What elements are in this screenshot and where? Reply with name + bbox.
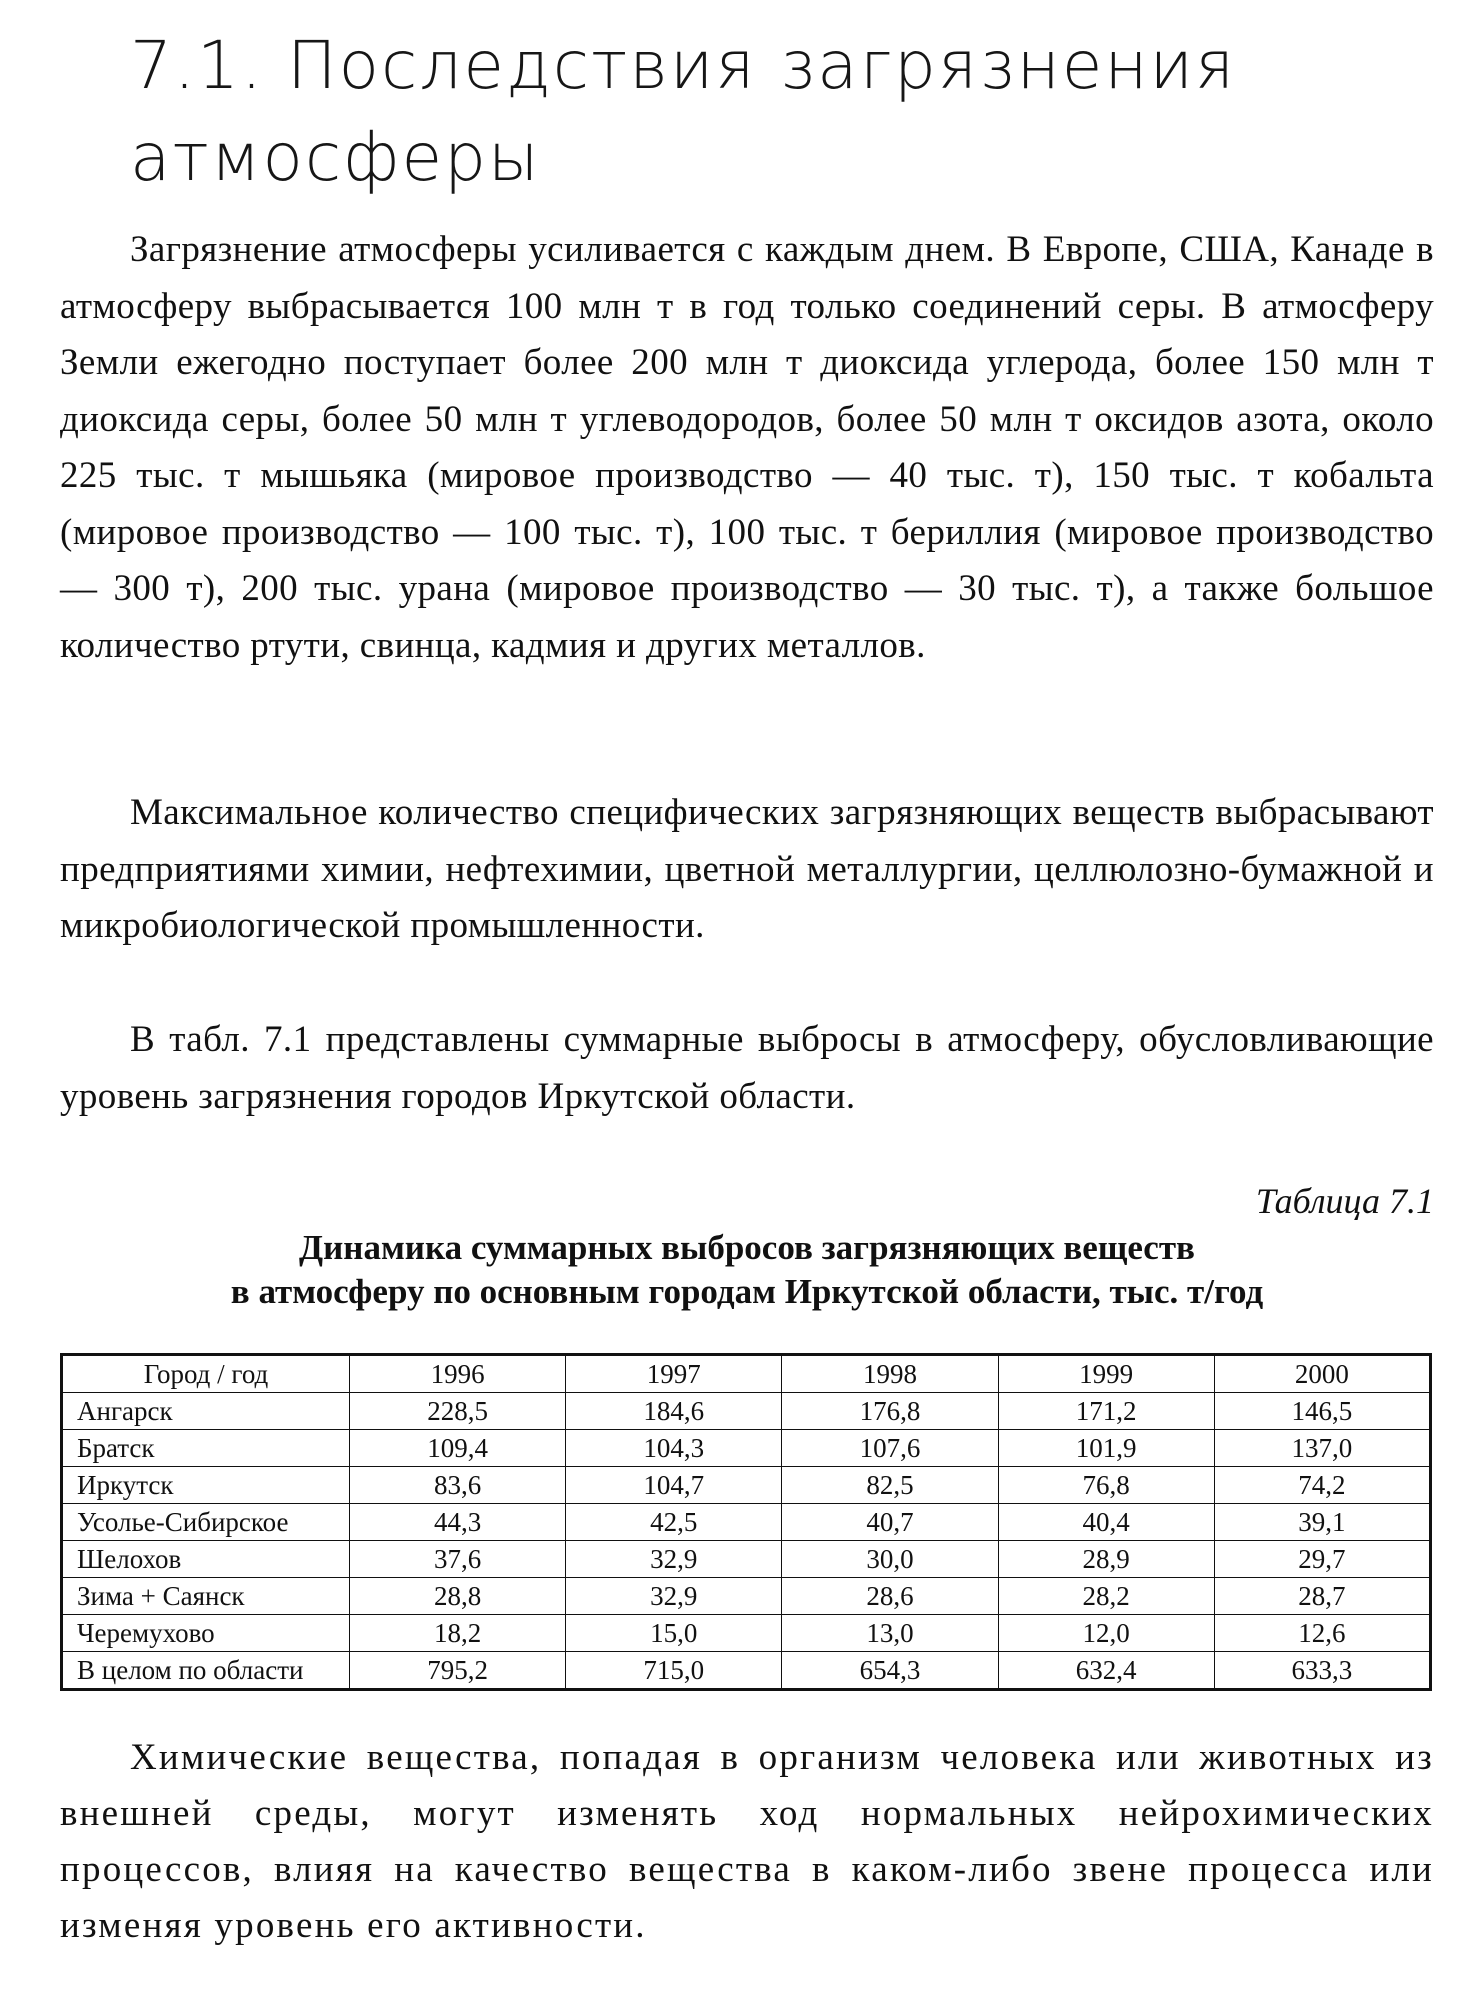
table-body bbox=[62, 1393, 1431, 1690]
city-cell: Черемухово bbox=[62, 1615, 350, 1652]
table-caption-line-2: в атмосферу по основным городам Иркутской области, тыс. т/год bbox=[230, 1272, 1264, 1311]
table-row bbox=[62, 1652, 1431, 1690]
table-row bbox=[62, 1393, 1431, 1430]
value-cell: 654,3 bbox=[782, 1652, 998, 1690]
table-row bbox=[62, 1504, 1431, 1541]
header-cell: 2000 bbox=[1214, 1355, 1430, 1393]
value-cell: 74,2 bbox=[1214, 1467, 1430, 1504]
value-cell: 12,6 bbox=[1214, 1615, 1430, 1652]
value-cell: 109,4 bbox=[350, 1430, 566, 1467]
value-cell: 28,7 bbox=[1214, 1578, 1430, 1615]
value-cell: 632,4 bbox=[998, 1652, 1214, 1690]
city-cell: В целом по области bbox=[62, 1652, 350, 1690]
paragraph-industries bbox=[60, 785, 1434, 955]
value-cell: 184,6 bbox=[566, 1393, 782, 1430]
paragraph-text: В табл. 7.1 представлены суммарные выбросы в атмосферу, обусловливающие уровень загрязнения городов Иркутской области. bbox=[60, 1019, 1434, 1117]
value-cell: 171,2 bbox=[998, 1393, 1214, 1430]
value-cell: 37,6 bbox=[350, 1541, 566, 1578]
value-cell: 40,7 bbox=[782, 1504, 998, 1541]
paragraph-text: Максимальное количество специфических загрязняющих веществ выбрасывают предприятиями химии, нефтехимии, цветной металлургии, целлюлозно-бумажной и микробиологической промышленности. bbox=[60, 792, 1434, 946]
city-cell: Иркутск bbox=[62, 1467, 350, 1504]
table-row bbox=[62, 1467, 1431, 1504]
table-label: Таблица 7.1 bbox=[1255, 1181, 1434, 1221]
value-cell: 82,5 bbox=[782, 1467, 998, 1504]
value-cell: 28,2 bbox=[998, 1578, 1214, 1615]
city-cell: Усолье-Сибирское bbox=[62, 1504, 350, 1541]
value-cell: 107,6 bbox=[782, 1430, 998, 1467]
paragraph-intro bbox=[60, 222, 1434, 674]
value-cell: 104,3 bbox=[566, 1430, 782, 1467]
city-cell: Зима + Саянск bbox=[62, 1578, 350, 1615]
value-cell: 146,5 bbox=[1214, 1393, 1430, 1430]
section-title-part-1: Последствия загрязнения bbox=[286, 27, 1237, 104]
value-cell: 32,9 bbox=[566, 1578, 782, 1615]
emissions-table bbox=[60, 1353, 1432, 1691]
header-cell: 1997 bbox=[566, 1355, 782, 1393]
value-cell: 28,9 bbox=[998, 1541, 1214, 1578]
header-cell: 1996 bbox=[350, 1355, 566, 1393]
city-cell: Шелохов bbox=[62, 1541, 350, 1578]
table-row bbox=[62, 1615, 1431, 1652]
value-cell: 795,2 bbox=[350, 1652, 566, 1690]
paragraph-text: Загрязнение атмосферы усиливается с каждым днем. В Европе, США, Канаде в атмосферу выбрасывается 100 млн т в год только соединений серы. В атмосферу Земли ежегодно поступает более 200 млн т диоксида углерода, более 150 млн т диоксида серы, более 50 млн т углеводородов, более 50 млн т оксидов азота, около 225 тыс. т мышьяка (мировое производство — 40 тыс. т), 150 тыс. т кобальта (мировое производство — 100 тыс. т), 100 тыс. т бериллия (мировое производство — 300 т), 200 тыс. урана (мировое производство — 30 тыс. т), а также большое количество ртути, свинца, кадмия и других металлов. bbox=[60, 229, 1434, 666]
value-cell: 42,5 bbox=[566, 1504, 782, 1541]
value-cell: 32,9 bbox=[566, 1541, 782, 1578]
city-cell: Ангарск bbox=[62, 1393, 350, 1430]
value-cell: 39,1 bbox=[1214, 1504, 1430, 1541]
table-row bbox=[62, 1541, 1431, 1578]
value-cell: 633,3 bbox=[1214, 1652, 1430, 1690]
paragraph-chemicals bbox=[60, 1730, 1434, 1954]
value-cell: 44,3 bbox=[350, 1504, 566, 1541]
section-heading-line-1 bbox=[130, 20, 1390, 112]
header-cell: 1998 bbox=[782, 1355, 998, 1393]
header-cell: 1999 bbox=[998, 1355, 1214, 1393]
table-caption bbox=[60, 1226, 1434, 1314]
paragraph-table-reference bbox=[60, 1012, 1434, 1125]
paragraph-text: Химические вещества, попадая в организм человека или животных из внешней среды, могут изменять ход нормальных нейрохимических процессов, влияя на качество вещества в каком-либо звене процесса или изменяя уровень его активности. bbox=[60, 1737, 1434, 1946]
value-cell: 176,8 bbox=[782, 1393, 998, 1430]
value-cell: 104,7 bbox=[566, 1467, 782, 1504]
table-row bbox=[62, 1578, 1431, 1615]
value-cell: 12,0 bbox=[998, 1615, 1214, 1652]
header-cell: Город / год bbox=[62, 1355, 350, 1393]
city-cell: Братск bbox=[62, 1430, 350, 1467]
value-cell: 228,5 bbox=[350, 1393, 566, 1430]
table-row bbox=[62, 1430, 1431, 1467]
table-caption-line-1: Динамика суммарных выбросов загрязняющих веществ bbox=[299, 1228, 1195, 1267]
value-cell: 29,7 bbox=[1214, 1541, 1430, 1578]
section-number: 7.1. bbox=[130, 27, 264, 104]
value-cell: 101,9 bbox=[998, 1430, 1214, 1467]
value-cell: 18,2 bbox=[350, 1615, 566, 1652]
table-header-row bbox=[62, 1355, 1431, 1393]
value-cell: 137,0 bbox=[1214, 1430, 1430, 1467]
section-title-part-2: атмосферы bbox=[130, 119, 541, 196]
value-cell: 13,0 bbox=[782, 1615, 998, 1652]
value-cell: 28,8 bbox=[350, 1578, 566, 1615]
value-cell: 40,4 bbox=[998, 1504, 1214, 1541]
value-cell: 715,0 bbox=[566, 1652, 782, 1690]
value-cell: 15,0 bbox=[566, 1615, 782, 1652]
value-cell: 28,6 bbox=[782, 1578, 998, 1615]
section-heading bbox=[130, 20, 1390, 204]
value-cell: 83,6 bbox=[350, 1467, 566, 1504]
value-cell: 30,0 bbox=[782, 1541, 998, 1578]
value-cell: 76,8 bbox=[998, 1467, 1214, 1504]
